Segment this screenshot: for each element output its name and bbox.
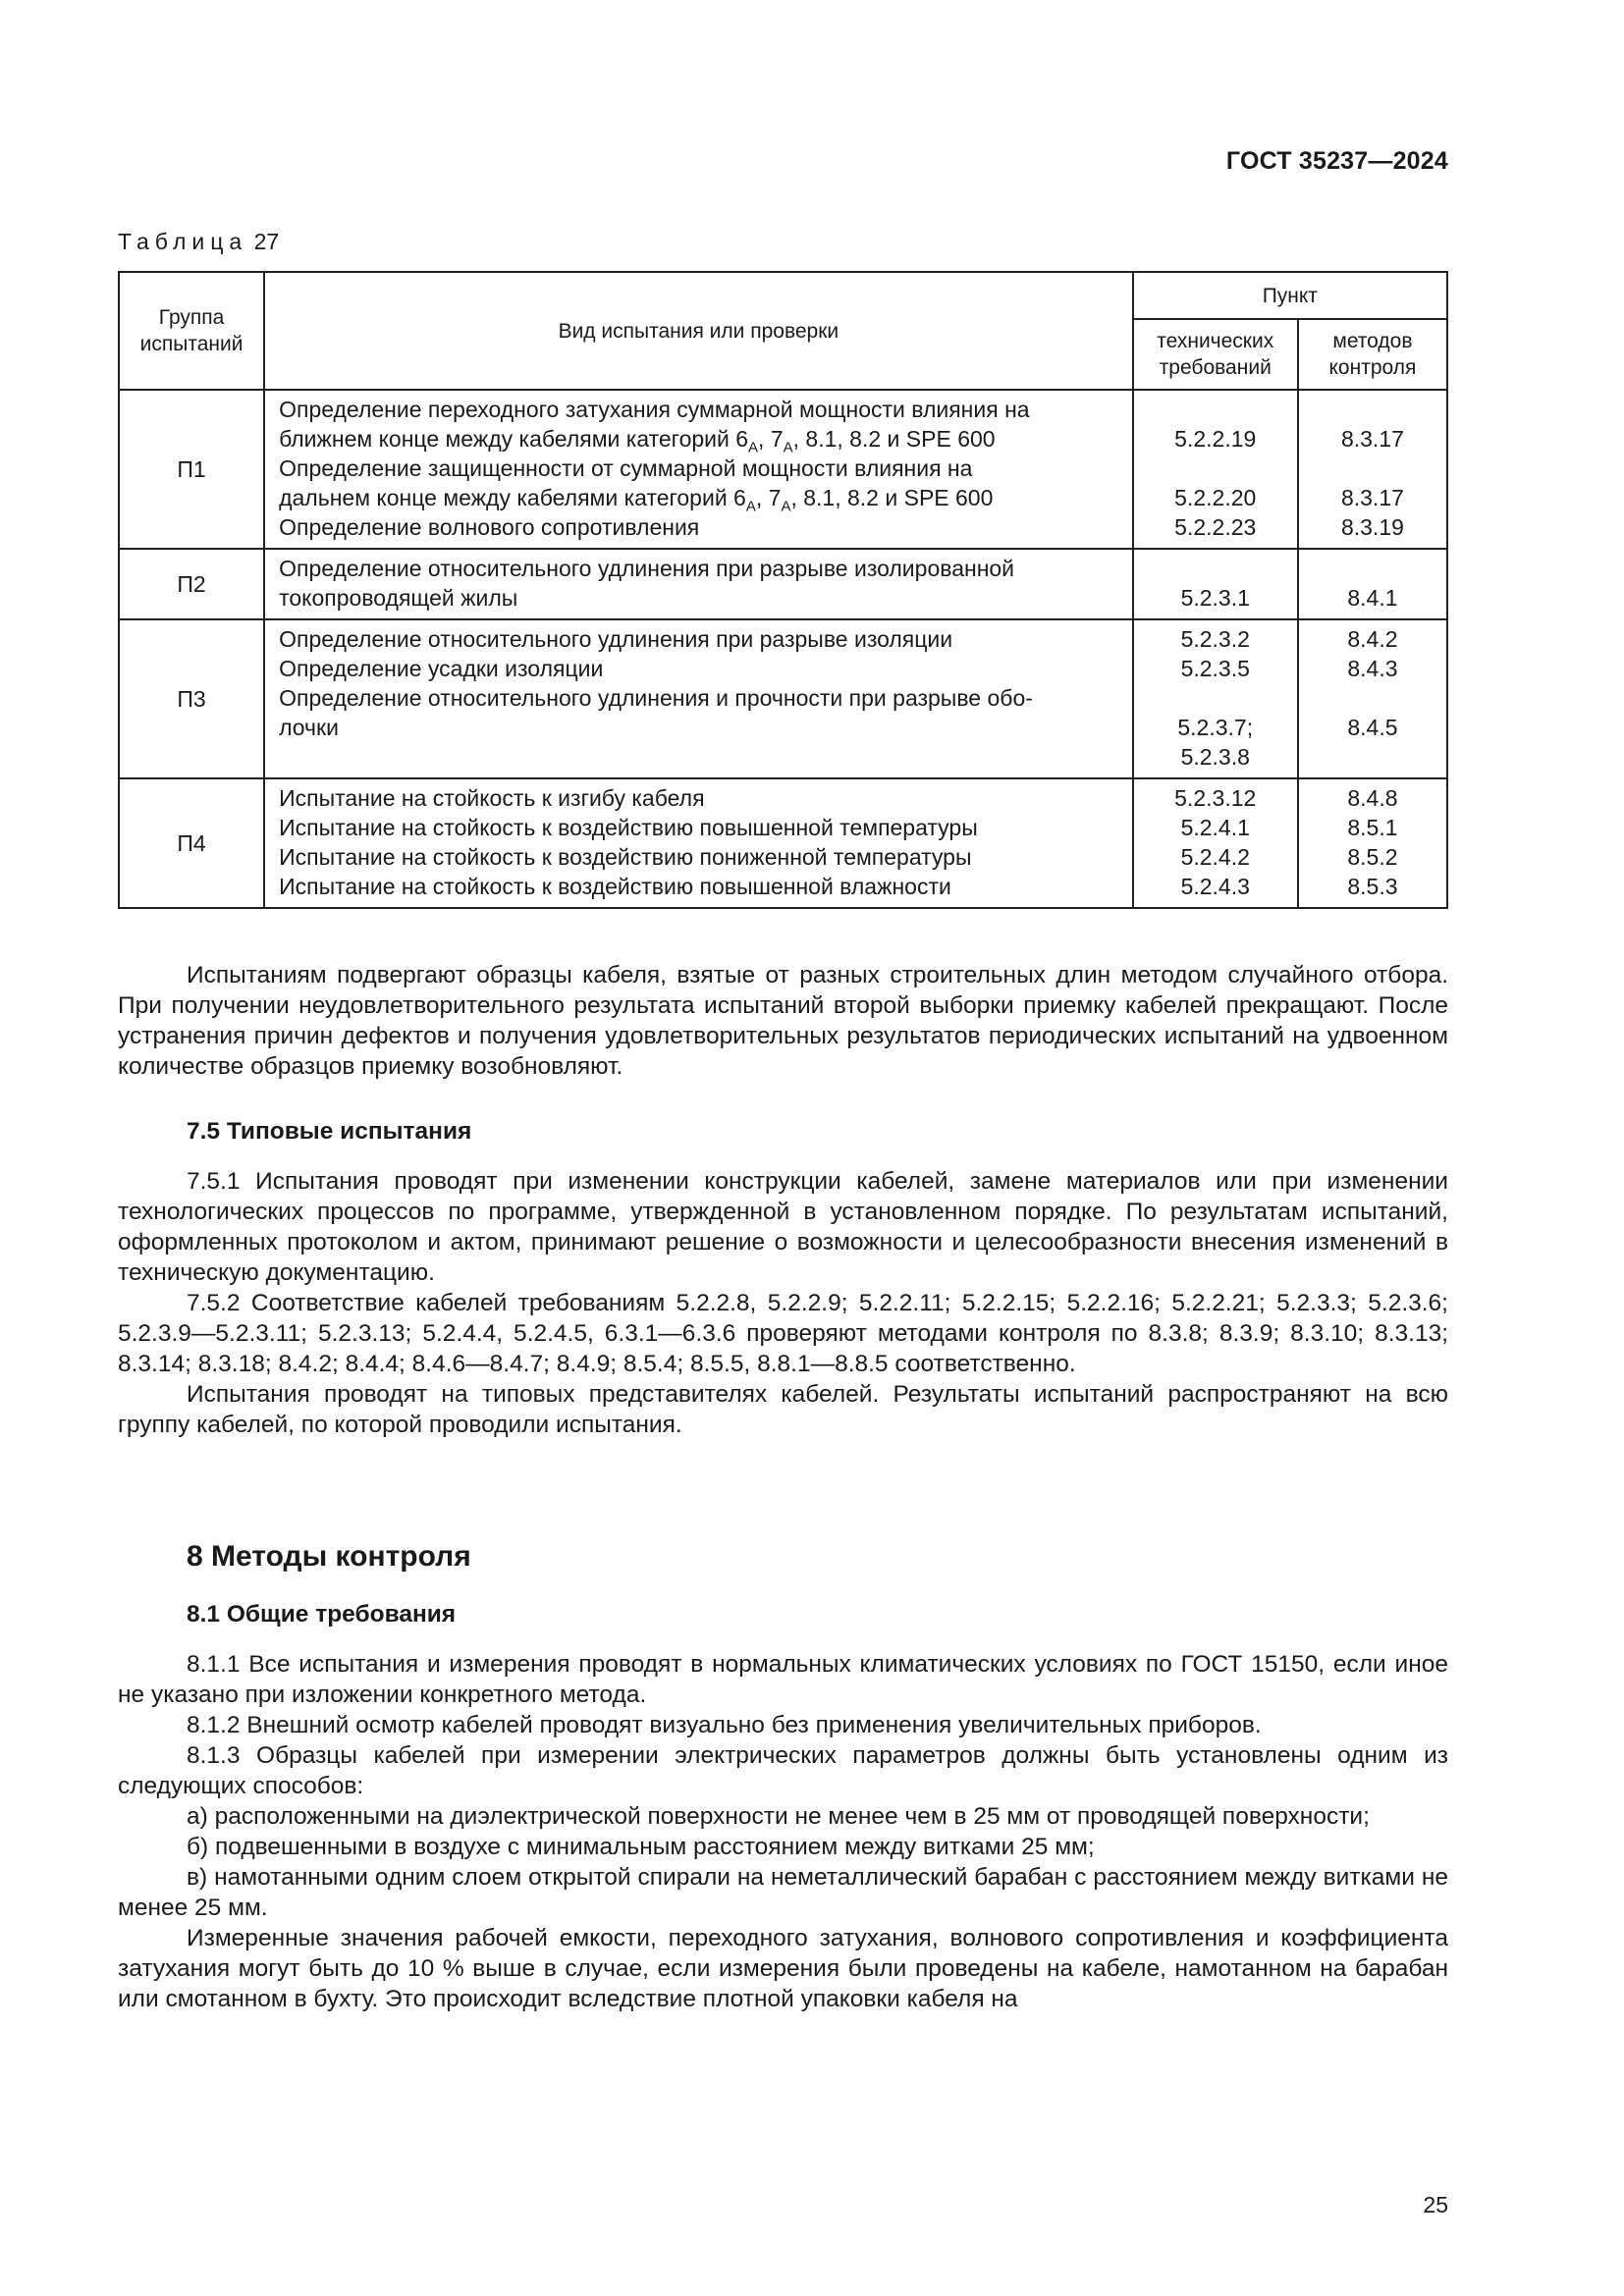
table-row [119, 549, 1447, 619]
clause-number: 5.2.2.23 [1174, 514, 1257, 540]
section-8-1-title: 8.1 Общие требования [187, 1601, 457, 1628]
header-clause: Пункт [1133, 272, 1447, 319]
paragraph: 8.1.3 Образцы кабелей при измерении электрических параметров должны быть установлены одним из следующих способов: [118, 1742, 1448, 1799]
section-7-5-body [118, 1166, 1448, 1440]
paragraph: б) подвешенными в воздухе с минимальным расстоянием между витками 25 мм; [187, 1834, 1095, 1860]
clause-number [1134, 395, 1297, 424]
test-line: токопроводящей жилы [279, 585, 518, 611]
clause-number: 8.3.17 [1340, 485, 1404, 510]
clause-number [1299, 554, 1446, 583]
tests-cell [264, 619, 1133, 778]
clause-number: 8.4.2 [1347, 626, 1398, 652]
page-number: 25 [1423, 2192, 1448, 2217]
clause-number: 8.4.8 [1347, 785, 1398, 811]
test-line: дальнем конце между кабелями категорий $6_A$, $7_A$, 8.1, 8.2 и SPE 600 [279, 485, 994, 515]
group-cell: П3 [119, 619, 264, 778]
clause-number [1299, 454, 1446, 483]
header-methods: методов контроля [1298, 319, 1447, 390]
clause-number: 5.2.3.7; [1177, 715, 1254, 740]
section-8-body [118, 1649, 1448, 2014]
tests-cell [264, 549, 1133, 619]
section-8-title: 8 Методы контроля [187, 1540, 471, 1573]
test-line: Определение относительного удлинения при разрыве изоляции [279, 626, 953, 652]
clause-number: 5.2.4.2 [1180, 844, 1250, 870]
header-group: Группа испытаний [119, 272, 264, 390]
tests-cell [264, 778, 1133, 908]
table-caption-number: 27 [253, 229, 280, 254]
group-cell: П4 [119, 778, 264, 908]
test-line: Испытание на стойкость к воздействию повышенной температуры [279, 815, 978, 840]
group-cell: П2 [119, 549, 264, 619]
clause-number: 5.2.4.1 [1180, 815, 1250, 840]
clause-number: 8.5.1 [1347, 815, 1398, 840]
test-line: Испытание на стойкость к изгибу кабеля [279, 785, 705, 811]
clause-number [1134, 683, 1297, 713]
clause-number: 5.2.2.19 [1174, 426, 1257, 452]
clause-number [1134, 454, 1297, 483]
methods-cell [1298, 549, 1447, 619]
paragraph: 7.5.1 Испытания проводят при изменении конструкции кабелей, замене материалов или при изменении технологических процессов по программе, утвержденной в установленном порядке. По результатам испытаний, оформленных протоколом и актом, принимают решение о возможности и целесообразности внесения изменений в техническую документацию. [118, 1168, 1448, 1286]
table-row [119, 390, 1447, 549]
clause-number: 8.4.3 [1347, 656, 1398, 681]
clause-number: 8.3.19 [1340, 514, 1404, 540]
header-test-type: Вид испытания или проверки [264, 272, 1133, 390]
paragraph: 7.5.2 Соответствие кабелей требованиям 5.2.2.8, 5.2.2.9; 5.2.2.11; 5.2.2.15; 5.2.2.16; 5.2.2.21; 5.2.3.3; 5.2.3.6; 5.2.3.9—5.2.3.11; 5.2.3.13; 5.2.4.4, 5.2.4.5, 6.3.1—6.3.6 проверяют методами контроля по 8.3.8; 8.3.9; 8.3.10; 8.3.13; 8.3.14; 8.3.18; 8.4.2; 8.4.4; 8.4.6—8.4.7; 8.4.9; 8.5.4; 8.5.5, 8.8.1—8.8.5 соответственно. [118, 1290, 1448, 1377]
tests-cell [264, 390, 1133, 549]
clause-number [1299, 395, 1446, 424]
clause-number: 8.5.3 [1347, 874, 1398, 899]
clause-number: 8.3.17 [1340, 426, 1404, 452]
paragraph: Измеренные значения рабочей емкости, переходного затухания, волнового сопротивления и коэффициента затухания могут быть до 10 % выше в случае, если измерения были проведены на кабеле, намотанном на барабан или смотанном в бухту. Это происходит вследствие плотной упаковки кабеля на [118, 1925, 1448, 2012]
clause-number [1299, 683, 1446, 713]
test-line: Определение волнового сопротивления [279, 514, 700, 540]
test-line: лочки [279, 715, 339, 740]
clause-number: 5.2.3.8 [1180, 744, 1250, 770]
test-line: Определение относительного удлинения при разрыве изолированной [279, 556, 1015, 581]
clause-number [1134, 554, 1297, 583]
header-tech-req: технических требований [1133, 319, 1298, 390]
clause-number: 5.2.3.5 [1180, 656, 1250, 681]
test-line: ближнем конце между кабелями категорий $6_A$, $7_A$, 8.1, 8.2 и SPE 600 [279, 426, 996, 456]
methods-cell [1298, 390, 1447, 549]
group-cell: П1 [119, 390, 264, 549]
clause-number: 5.2.2.20 [1174, 485, 1257, 510]
table-caption [118, 229, 279, 255]
clause-number: 5.2.3.12 [1174, 785, 1257, 811]
test-line: Определение переходного затухания суммарной мощности влияния на [279, 397, 1030, 422]
section-7-5-title: 7.5 Типовые испытания [187, 1118, 472, 1145]
clause-number: 8.5.2 [1347, 844, 1398, 870]
table-row [119, 778, 1447, 908]
document-code: ГОСТ 35237—2024 [1225, 147, 1448, 175]
methods-cell [1298, 778, 1447, 908]
clause-number: 5.2.4.3 [1180, 874, 1250, 899]
clause-number: 5.2.3.2 [1180, 626, 1250, 652]
clause-number: 8.4.1 [1347, 585, 1398, 611]
tech-req-cell [1133, 619, 1298, 778]
paragraph: 8.1.2 Внешний осмотр кабелей проводят визуально без применения увеличительных приборов. [187, 1712, 1262, 1738]
tech-req-cell [1133, 778, 1298, 908]
table-caption-word: Таблица [118, 229, 248, 254]
paragraph: а) расположенными на диэлектрической поверхности не менее чем в 25 мм от проводящей поверхности; [187, 1803, 1370, 1830]
paragraph: Испытаниям подвергают образцы кабеля, взятые от разных строительных длин методом случайного отбора. При получении неудовлетворительного результата испытаний второй выборки приемку кабелей прекращают. После устранения причин дефектов и получения удовлетворительных результатов периодических испытаний на удвоенном количестве образцов приемку возобновляют. [118, 962, 1448, 1080]
table-27 [118, 271, 1448, 909]
paragraph: 8.1.1 Все испытания и измерения проводят в нормальных климатических условиях по ГОСТ 15150, если иное не указано при изложении конкретного метода. [118, 1651, 1448, 1708]
test-line: Испытание на стойкость к воздействию повышенной влажности [279, 874, 951, 899]
test-line: Испытание на стойкость к воздействию пониженной температуры [279, 844, 972, 870]
tech-req-cell [1133, 549, 1298, 619]
paragraph: Испытания проводят на типовых представителях кабелей. Результаты испытаний распространяют на всю группу кабелей, по которой проводили испытания. [118, 1381, 1448, 1438]
paragraph-block [118, 960, 1448, 1082]
table-row [119, 619, 1447, 778]
test-line: Определение усадки изоляции [279, 656, 604, 681]
test-line: Определение защищенности от суммарной мощности влияния на [279, 455, 973, 481]
test-line: Определение относительного удлинения и прочности при разрыве обо- [279, 685, 1033, 711]
clause-number: 5.2.3.1 [1180, 585, 1250, 611]
paragraph: в) намотанными одним слоем открытой спирали на неметаллический барабан с расстоянием между витками не менее 25 мм. [118, 1864, 1448, 1921]
clause-number: 8.4.5 [1347, 715, 1398, 740]
methods-cell [1298, 619, 1447, 778]
tech-req-cell [1133, 390, 1298, 549]
